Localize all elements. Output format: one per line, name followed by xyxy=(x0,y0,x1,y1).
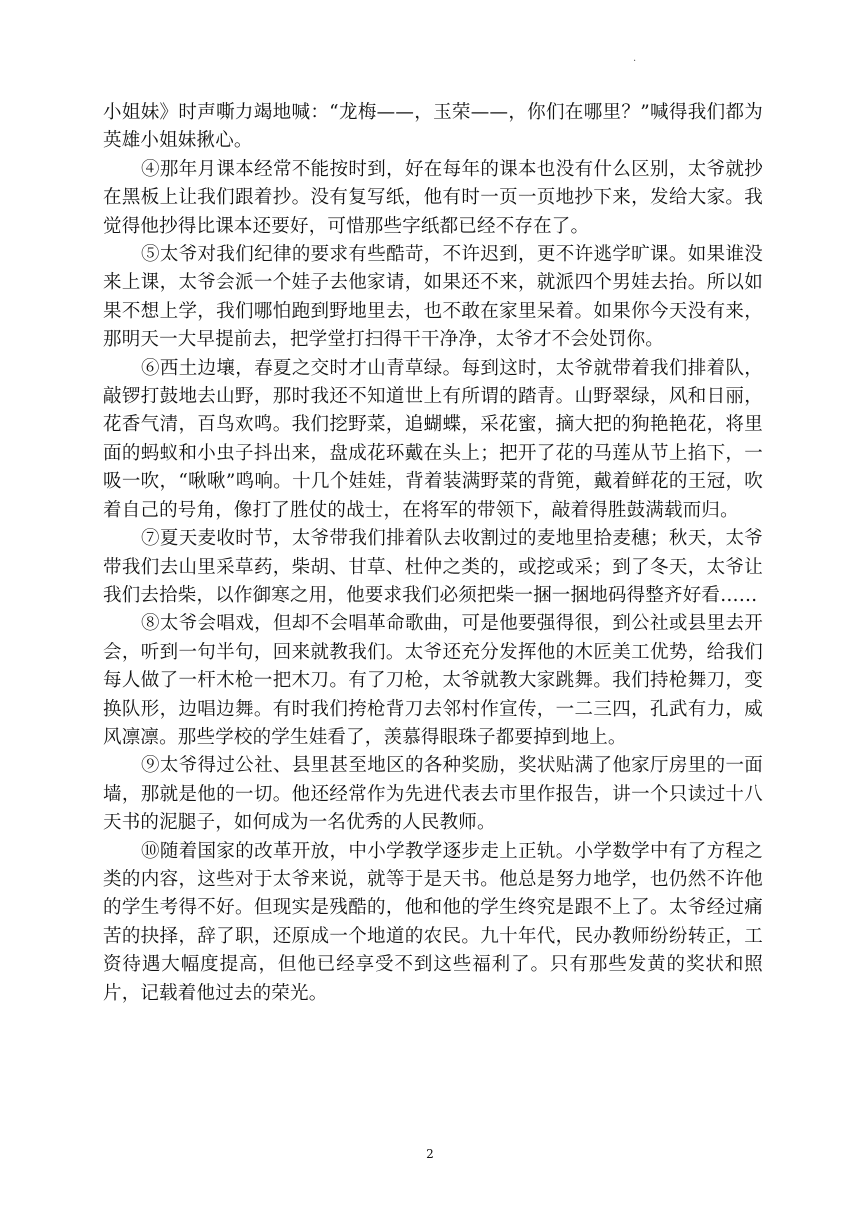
paragraph-8: ⑧太爷会唱戏，但却不会唱革命歌曲，可是他要强得很，到公社或县里去开会，听到一句半句，回来就教我们。太爷还充分发挥他的木匠美工优势，给我们每人做了一杆木枪一把木刀。有了刀枪，太爷就教大家跳舞。我们持枪舞刀，变换队形，边唱边舞。有时我们挎枪背刀去邻村作宣传，一二三四，孔武有力，威风凛凛。那些学校的学生娃看了，羡慕得眼珠子都要掉到地上。 xyxy=(103,613,763,748)
paragraph-7: ⑦夏天麦收时节，太爷带我们排着队去收割过的麦地里拾麦穗；秋天，太爷带我们去山里采草药，柴胡、甘草、杜仲之类的，或挖或采；到了冬天，太爷让我们去拾柴，以作御寒之用，他要求我们必须把柴一捆一捆地码得整齐好看…… xyxy=(103,528,763,606)
paragraph-4: ④那年月课本经常不能按时到，好在每年的课本也没有什么区别，太爷就抄在黑板上让我们跟着抄。没有复写纸，他有时一页一页地抄下来，发给大家。我觉得他抄得比课本还要好，可惜那些字纸都已经不存在了。 xyxy=(103,158,763,237)
article-body xyxy=(103,99,763,1008)
paragraph-6: ⑥西土边壤，春夏之交时才山青草绿。每到这时，太爷就带着我们排着队，敲锣打鼓地去山野，那时我还不知道世上有所谓的踏青。山野翠绿，风和日丽，花香气清，百鸟欢鸣。我们挖野菜，追蝴蝶，采花蜜，摘大把的狗艳艳花，将里面的蚂蚁和小虫子抖出来，盘成花环戴在头上；把开了花的马莲从节上掐下，一吸一吹，“啾啾”鸣响。十几个娃娃，背着装满野菜的背篼，戴着鲜花的王冠，吹着自己的号角，像打了胜仗的战士，在将军的带领下，敲着得胜鼓满载而归。 xyxy=(103,357,763,521)
paragraph-continuation: 小姐妹》时声嘶力竭地喊：“龙梅——，玉荣——，你们在哪里？”喊得我们都为英雄小姐妹揪心。 xyxy=(103,102,763,152)
page-number: 2 xyxy=(426,1147,434,1161)
paragraph-9: ⑨太爷得过公社、县里甚至地区的各种奖励，奖状贴满了他家厅房里的一面墙，那就是他的一切。他还经常作为先进代表去市里作报告，讲一个只读过十八天书的泥腿子，如何成为一名优秀的人民教师。 xyxy=(103,755,763,834)
header-mark: . xyxy=(633,53,637,64)
paragraph-10: ⑩随着国家的改革开放，中小学教学逐步走上正轨。小学数学中有了方程之类的内容，这些对于太爷来说，就等于是天书。他总是努力地学，也仍然不许他的学生考得不好。但现实是残酷的，他和他的学生终究是跟不上了。太爷经过痛苦的抉择，辞了职，还原成一个地道的农民。九十年代，民办教师纷纷转正，工资待遇大幅度提高，但他已经享受不到这些福利了。只有那些发黄的奖状和照片，记载着他过去的荣光。 xyxy=(103,840,763,1004)
paragraph-5: ⑤太爷对我们纪律的要求有些酷苛，不许迟到，更不许逃学旷课。如果谁没来上课，太爷会派一个娃子去他家请，如果还不来，就派四个男娃去抬。所以如果不想上学，我们哪怕跑到野地里去，也不敢在家里呆着。如果你今天没有来，那明天一大早提前去，把学堂打扫得干干净净，太爷才不会处罚你。 xyxy=(103,244,763,351)
